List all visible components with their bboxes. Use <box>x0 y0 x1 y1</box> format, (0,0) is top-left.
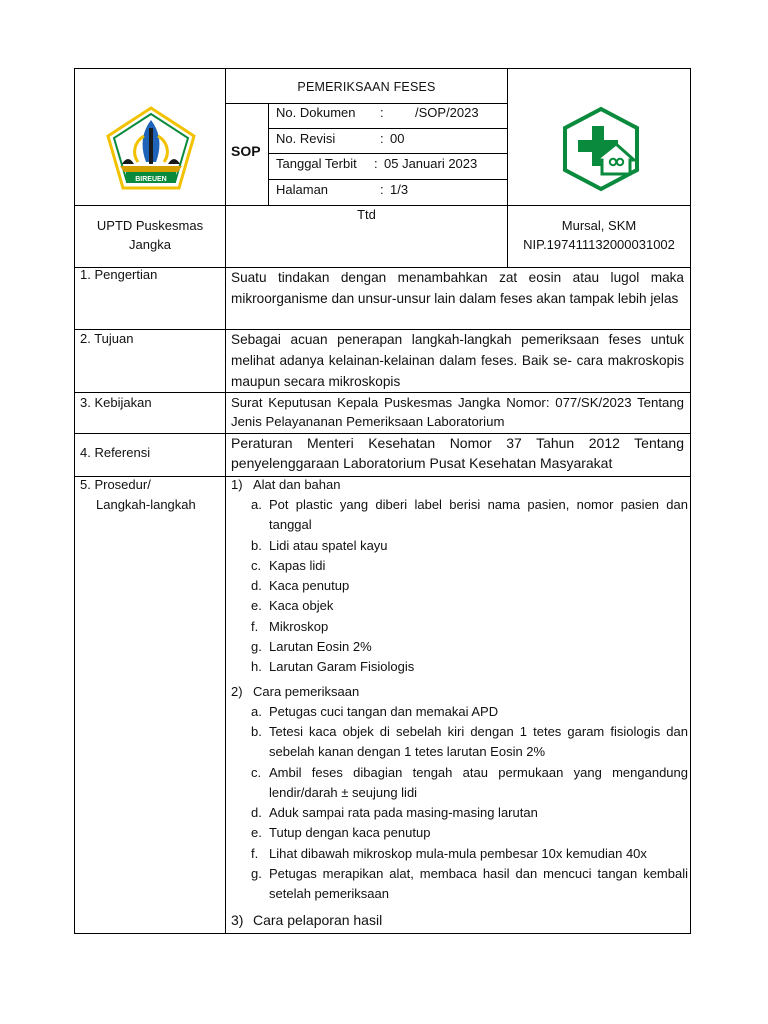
section-text-pengertian: Suatu tindakan dengan menambahkan zat eosin atau lugol maka mikroorganisme dan unsur-unsur lain dalam feses akan tampak lebih jelas <box>231 270 684 306</box>
puskesmas-logo-icon <box>558 106 644 192</box>
bireuen-emblem-text: BIREUEN <box>135 176 167 183</box>
sop-document <box>74 68 691 934</box>
list-item: a. Petugas cuci tangan dan memakai APD <box>251 703 499 719</box>
section-label-tujuan: 2. Tujuan <box>80 331 134 346</box>
list-item: e. Kaca objek <box>251 598 334 614</box>
group-title: Cara pelaporan hasil <box>253 911 383 928</box>
group-number: 2) <box>231 683 243 699</box>
list-item: g. Petugas merapikan alat, membaca hasil dan mencuci tangan kembali setelah pemeriksaan <box>251 866 688 902</box>
procedure-group <box>225 475 688 495</box>
list-item: b. Lidi atau spatel kayu <box>251 537 388 553</box>
procedure-list <box>225 495 688 678</box>
list-item: c. Kapas lidi <box>251 557 326 573</box>
procedure-list <box>225 702 688 905</box>
document-title: PEMERIKSAAN FESES <box>297 80 436 94</box>
meta-value: 00 <box>390 131 405 146</box>
org-name-line2: Jangka <box>129 237 171 252</box>
meta-label: No. Dokumen <box>276 105 356 120</box>
meta-sep: : <box>380 105 384 120</box>
list-item: d. Kaca penutup <box>251 578 350 594</box>
label-cell <box>74 476 226 934</box>
procedure-content <box>225 475 688 930</box>
meta-value: 05 Januari 2023 <box>384 156 478 171</box>
section-label-referensi: 4. Referensi <box>80 445 151 460</box>
sop-label: SOP <box>231 143 261 159</box>
section-label-prosedur-2: Langkah-langkah <box>96 497 196 512</box>
group-title: Cara pemeriksaan <box>253 683 360 699</box>
bireuen-emblem-icon <box>106 106 196 192</box>
section-text-referensi: Peraturan Menteri Kesehatan Nomor 37 Tahun 2012 Tentang penyelenggaraan Laboratorium Pusat Kesehatan Masyarakat <box>231 435 684 471</box>
meta-value: 1/3 <box>390 182 409 197</box>
ttd-label: Ttd <box>357 207 376 222</box>
meta-sep: : <box>380 131 384 146</box>
meta-sep: : <box>380 182 384 197</box>
group-title: Alat dan bahan <box>253 477 341 492</box>
org-name-line1: UPTD Puskesmas <box>96 218 204 233</box>
list-item: c. Ambil feses dibagian tengah atau permukaan yang mengandung lendir/darah ± seujung lidi <box>251 764 688 800</box>
list-item: h. Larutan Garam Fisiologis <box>251 659 415 675</box>
section-text-tujuan: Sebagai acuan penerapan langkah-langkah pemeriksaan feses untuk melihat adanya kelainan-kelainan dalam feses. Baik se- cara makroskopis maupun secara mikroskopis <box>231 332 684 389</box>
procedure-group <box>225 682 688 702</box>
section-text-kebijakan: Surat Keputusan Kepala Puskesmas Jangka Nomor: 077/SK/2023 Tentang Jenis Pelayananan Pemeriksaan Laboratorium <box>231 395 684 429</box>
group-number: 1) <box>231 477 243 492</box>
procedure-group <box>225 910 688 930</box>
list-item: e. Tutup dengan kaca penutup <box>251 825 431 841</box>
list-item: f. Mikroskop <box>251 618 329 634</box>
section-label-kebijakan: 3. Kebijakan <box>80 395 152 410</box>
meta-value: /SOP/2023 <box>415 105 479 120</box>
signer-nip: NIP.197411132000031002 <box>523 237 675 252</box>
section-label-prosedur: 5. Prosedur/ <box>80 477 151 492</box>
group-number: 3) <box>231 911 244 928</box>
list-item: a. Pot plastic yang diberi label berisi nama pasien, nomor pasien dan tanggal <box>251 497 688 533</box>
signer-name: Mursal, SKM <box>561 218 637 233</box>
meta-label: Tanggal Terbit <box>276 156 357 171</box>
list-item: g. Larutan Eosin 2% <box>251 639 372 655</box>
meta-label: No. Revisi <box>276 131 336 146</box>
meta-sep: : <box>374 156 378 171</box>
section-label-pengertian: 1. Pengertian <box>80 267 158 282</box>
list-item: b. Tetesi kaca objek di sebelah kiri dengan 1 tetes garam fisiologis dan sebelah kanan dengan 1 tetes larutan Eosin 2% <box>251 723 688 760</box>
list-item: f. Lihat dibawah mikroskop mula-mula pembesar 10x kemudian 40x <box>251 845 647 861</box>
list-item: d. Aduk sampai rata pada masing-masing larutan <box>251 805 538 821</box>
meta-label: Halaman <box>276 182 329 197</box>
